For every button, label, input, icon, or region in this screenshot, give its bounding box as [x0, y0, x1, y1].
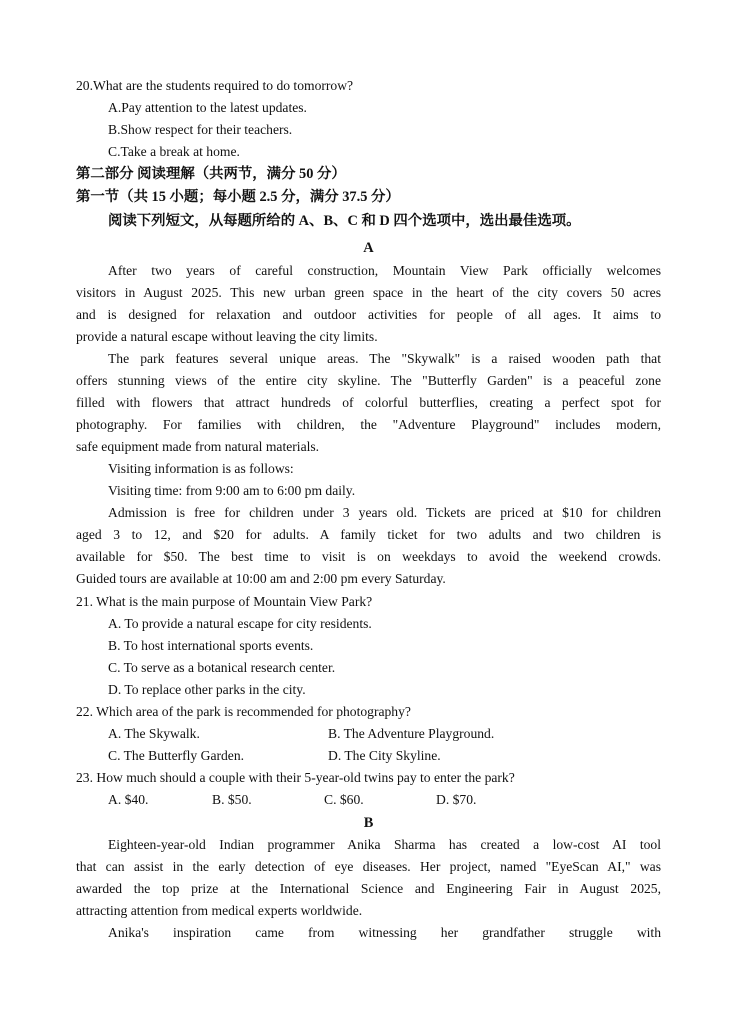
question-22-option-a: A. The Skywalk. — [108, 726, 200, 741]
passage-a-line: safe equipment made from natural materials. — [76, 439, 320, 454]
passage-b-line: that can assist in the early detection of eye diseases. Her project, named "EyeScan AI," was — [76, 859, 661, 874]
question-21-option-b: B. To host international sports events. — [108, 638, 314, 653]
question-21-option-a: A. To provide a natural escape for city residents. — [108, 616, 372, 631]
passage-b-line: awarded the top prize at the International Science and Engineering Fair in August 2025, — [76, 881, 661, 896]
passage-a-line: provide a natural escape without leaving the city limits. — [76, 329, 378, 344]
passage-a-line: After two years of careful construction, Mountain View Park officially welcomes — [108, 263, 661, 278]
passage-a-line: Guided tours are available at 10:00 am and 2:00 pm every Saturday. — [76, 571, 446, 586]
passage-a-line: The park features several unique areas. The "Skywalk" is a raised wooden path that — [108, 351, 661, 366]
question-23-stem: 23. How much should a couple with their 5-year-old twins pay to enter the park? — [76, 770, 515, 785]
passage-b-line: Anika's inspiration came from witnessing her grandfather struggle with — [108, 925, 661, 940]
passage-a-line: visitors in August 2025. This new urban green space in the heart of the city covers 50 acres — [76, 285, 661, 300]
passage-a-line: photography. For families with children, the "Adventure Playground" includes modern, — [76, 417, 661, 432]
passage-a-line: and is designed for relaxation and outdoor activities for people of all ages. It aims to — [76, 307, 661, 322]
question-22-option-b: B. The Adventure Playground. — [328, 726, 495, 741]
question-20-option-a: A.Pay attention to the latest updates. — [108, 100, 307, 115]
question-23-option-c: C. $60. — [324, 792, 364, 807]
question-22-stem: 22. Which area of the park is recommended for photography? — [76, 704, 411, 719]
question-21-option-c: C. To serve as a botanical research center. — [108, 660, 336, 675]
passage-a-line: Admission is free for children under 3 years old. Tickets are priced at $10 for children — [108, 505, 661, 520]
instruction-text: 阅读下列短文，从每题所给的 A、B、C 和 D 四个选项中，选出最佳选项。 — [108, 213, 581, 229]
passage-a-label: A — [363, 240, 374, 256]
passage-a-line: Visiting time: from 9:00 am to 6:00 pm daily. — [108, 483, 356, 498]
passage-b-line: Eighteen-year-old Indian programmer Anika Sharma has created a low-cost AI tool — [108, 837, 661, 852]
passage-b-line: attracting attention from medical experts worldwide. — [76, 903, 363, 918]
question-22-option-c: C. The Butterfly Garden. — [108, 748, 245, 763]
question-23-option-d: D. $70. — [436, 792, 477, 807]
question-20-stem: 20.What are the students required to do tomorrow? — [76, 78, 354, 93]
question-21-stem: 21. What is the main purpose of Mountain View Park? — [76, 594, 373, 609]
passage-a-line: offers stunning views of the entire city skyline. The "Butterfly Garden" is a peaceful zone — [76, 373, 661, 388]
question-20-option-c: C.Take a break at home. — [108, 144, 240, 159]
passage-a-line: aged 3 to 12, and $20 for adults. A family ticket for two adults and two children is — [76, 527, 661, 542]
question-21-option-d: D. To replace other parks in the city. — [108, 682, 306, 697]
question-23-option-a: A. $40. — [108, 792, 149, 807]
question-23-option-b: B. $50. — [212, 792, 252, 807]
passage-b-label: B — [363, 815, 374, 831]
passage-a-line: filled with flowers that attract hundreds of colorful butterflies, creating a perfect spot for — [76, 395, 661, 410]
part-heading: 第二部分 阅读理解（共两节，满分 50 分） — [76, 166, 346, 182]
question-22-option-d: D. The City Skyline. — [328, 748, 441, 763]
passage-a-line: available for $50. The best time to visit is on weekdays to avoid the weekend crowds. — [76, 549, 661, 564]
question-20-option-b: B.Show respect for their teachers. — [108, 122, 293, 137]
section-heading: 第一节（共 15 小题；每小题 2.5 分，满分 37.5 分） — [76, 189, 400, 205]
passage-a-line: Visiting information is as follows: — [108, 461, 294, 476]
